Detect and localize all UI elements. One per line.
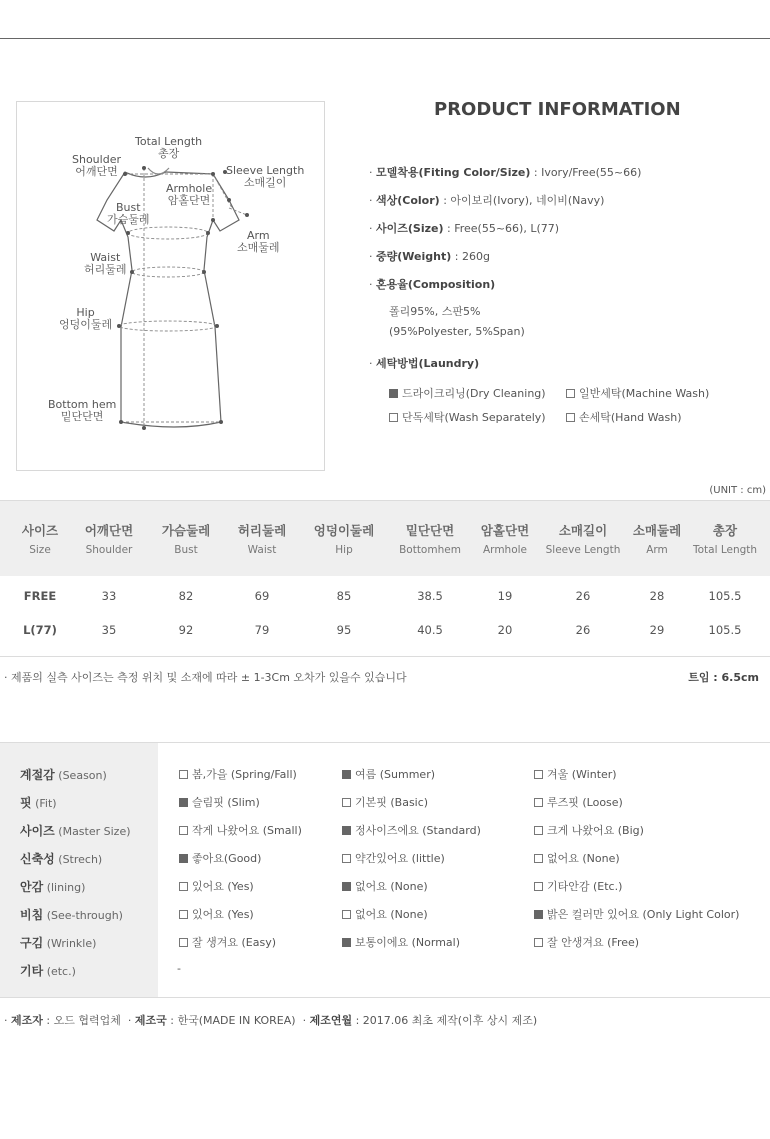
size-table-header-en: Size xyxy=(29,544,51,556)
attribute-label-ko: 신축성 xyxy=(20,852,55,866)
laundry-wash-separately xyxy=(389,409,546,425)
checkbox-empty-icon xyxy=(342,798,351,807)
attribute-label-ko: 기타 xyxy=(20,964,44,978)
bust-ko: 가슴둘레 xyxy=(107,213,150,226)
attribute-label-en: (lining) xyxy=(46,881,86,894)
attribute-option-label: 없어요 (None) xyxy=(355,880,428,893)
attribute-label-ko: 사이즈 xyxy=(20,824,55,838)
attribute-option xyxy=(179,822,302,838)
attribute-label xyxy=(20,878,85,895)
size-note: · 제품의 실측 사이즈는 측정 위치 및 소재에 따라 ± 1-3Cm 오차가 있을수 있습니다 xyxy=(4,671,407,684)
attribute-label-en: (Fit) xyxy=(35,797,57,810)
hip-label xyxy=(59,307,112,331)
total-length-label xyxy=(135,136,202,160)
size-table-cell: 19 xyxy=(497,589,513,603)
size-table-cell: 35 xyxy=(101,623,117,637)
laundry-dry-cleaning xyxy=(389,385,546,401)
hip-en: Hip xyxy=(76,306,95,319)
attribute-label xyxy=(20,850,102,867)
checkbox-empty-icon xyxy=(179,882,188,891)
size-table-header-ko: 암홀단면 xyxy=(480,523,530,538)
size-table-header-ko: 가슴둘레 xyxy=(161,523,211,538)
attribute-option-label: 없어요 (None) xyxy=(355,908,428,921)
armhole-en: Armhole xyxy=(166,182,213,195)
attribute-label xyxy=(20,962,76,979)
size-table-cell: 105.5 xyxy=(708,589,742,603)
attribute-option-label: 보통이에요 (Normal) xyxy=(355,936,461,949)
attribute-option-label: 약간있어요 (little) xyxy=(355,852,445,865)
attribute-option xyxy=(342,822,481,838)
checkbox-empty-icon xyxy=(566,413,575,422)
shoulder-label xyxy=(72,154,121,178)
size-table-header-en: Armhole xyxy=(483,544,527,556)
checkbox-empty-icon xyxy=(179,938,188,947)
size-table-header-en: Sleeve Length xyxy=(545,544,621,556)
color-value: 아이보리(Ivory), 네이비(Navy) xyxy=(450,194,605,207)
attribute-etc-value: - xyxy=(177,962,181,975)
bottom-hem-label xyxy=(48,399,116,423)
size-table-header-en: Waist xyxy=(247,544,277,556)
sleeve-length-label xyxy=(226,165,304,189)
laundry-row: · 세탁방법(Laundry) xyxy=(369,357,480,370)
checkbox-empty-icon xyxy=(179,826,188,835)
attribute-option-label: 없어요 (None) xyxy=(547,852,620,865)
armhole-label xyxy=(166,183,212,207)
size-table-header-en: Bust xyxy=(174,544,198,556)
size-table-header-en: Shoulder xyxy=(85,544,133,556)
attribute-label-en: (Wrinkle) xyxy=(46,937,97,950)
attribute-option xyxy=(342,878,428,894)
attribute-option-label: 작게 나왔어요 (Small) xyxy=(192,824,302,837)
size-table-cell: 92 xyxy=(178,623,194,637)
size-table-bottom-rule xyxy=(0,656,770,657)
manufacturer-info: · 제조자 : 오드 협력업체 · 제조국 : 한국(MADE IN KOREA) · 제조연월 : 2017.06 최초 제작(이후 상시 제조) xyxy=(4,1014,538,1027)
checkbox-empty-icon xyxy=(534,854,543,863)
attribute-option xyxy=(179,906,254,922)
laundry-dry-label: 드라이크리닝(Dry Cleaning) xyxy=(402,387,546,400)
size-value: Free(55~66), L(77) xyxy=(454,222,560,235)
maker-value: 오드 협력업체 xyxy=(53,1014,121,1027)
date-value: 2017.06 최초 제작(이후 상시 제조) xyxy=(362,1014,538,1027)
checkbox-checked-icon xyxy=(342,938,351,947)
waist-ko: 허리둘레 xyxy=(84,263,127,276)
attribute-label xyxy=(20,906,123,923)
size-table-cell: 33 xyxy=(101,589,117,603)
composition-line-2: (95%Polyester, 5%Span) xyxy=(389,325,525,338)
attribute-label-ko: 안감 xyxy=(20,880,44,894)
checkbox-empty-icon xyxy=(179,910,188,919)
attribute-option xyxy=(534,822,644,838)
size-table-header-en: Total Length xyxy=(692,544,758,556)
size-table-header-ko: 사이즈 xyxy=(21,523,59,538)
fitting-key: 모델착용(Fiting Color/Size) xyxy=(376,166,531,179)
checkbox-empty-icon xyxy=(342,854,351,863)
weight-key: 중량(Weight) xyxy=(376,250,452,263)
total-length-ko: 총장 xyxy=(157,147,180,160)
checkbox-empty-icon xyxy=(389,413,398,422)
laundry-separate-label: 단독세탁(Wash Separately) xyxy=(402,411,546,424)
laundry-key: 세탁방법(Laundry) xyxy=(376,357,480,370)
size-table-header-en: Hip xyxy=(335,544,353,556)
laundry-hand-wash xyxy=(566,409,682,425)
checkbox-empty-icon xyxy=(534,938,543,947)
checkbox-checked-icon xyxy=(534,910,543,919)
attribute-option-label: 여름 (Summer) xyxy=(355,768,436,781)
date-key: 제조연월 xyxy=(309,1014,353,1027)
attribute-option xyxy=(342,934,460,950)
attribute-option-label: 있어요 (Yes) xyxy=(192,908,254,921)
attribute-label-en: (Season) xyxy=(58,769,107,782)
fitting-value: Ivory/Free(55~66) xyxy=(541,166,642,179)
attribute-label xyxy=(20,822,131,839)
checkbox-checked-icon xyxy=(342,770,351,779)
total-length-en: Total Length xyxy=(135,135,203,148)
checkbox-empty-icon xyxy=(534,826,543,835)
unit-label: (UNIT : cm) xyxy=(709,485,766,496)
attribute-option xyxy=(342,850,445,866)
size-table-cell: 26 xyxy=(575,623,591,637)
size-table-row-size: FREE xyxy=(23,589,57,603)
size-row: · 사이즈(Size) : Free(55~66), L(77) xyxy=(369,222,560,235)
size-table-cell: 105.5 xyxy=(708,623,742,637)
attribute-option xyxy=(342,906,428,922)
attribute-option-label: 크게 나왔어요 (Big) xyxy=(547,824,644,837)
sleeve-length-en: Sleeve Length xyxy=(226,164,305,177)
armhole-ko: 암홀단면 xyxy=(167,194,211,207)
attribute-option-label: 정사이즈에요 (Standard) xyxy=(355,824,481,837)
product-info-title: PRODUCT INFORMATION xyxy=(434,99,681,120)
attribute-option xyxy=(534,794,623,810)
checkbox-checked-icon xyxy=(342,882,351,891)
attribute-option xyxy=(342,794,428,810)
attribute-option xyxy=(534,766,617,782)
size-table-header-ko: 소매둘레 xyxy=(632,523,682,538)
attribute-label xyxy=(20,934,96,951)
country-key: 제조국 xyxy=(134,1014,167,1027)
color-key: 색상(Color) xyxy=(376,194,440,207)
bottom-hem-en: Bottom hem xyxy=(48,398,117,411)
attribute-option xyxy=(179,850,261,866)
size-table-cell: 38.5 xyxy=(417,589,443,603)
maker-key: 제조자 xyxy=(11,1014,43,1027)
size-table-cell: 29 xyxy=(649,623,665,637)
composition-line-1: 폴리95%, 스판5% xyxy=(389,305,481,318)
shoulder-en: Shoulder xyxy=(72,153,121,166)
attribute-label xyxy=(20,794,57,811)
laundry-machine-wash xyxy=(566,385,709,401)
attribute-option-label: 슬림핏 (Slim) xyxy=(192,796,260,809)
size-table-cell: 85 xyxy=(336,589,352,603)
checkbox-checked-icon xyxy=(389,389,398,398)
attribute-option xyxy=(534,934,639,950)
size-table-cell: 82 xyxy=(178,589,194,603)
waist-label xyxy=(84,252,127,276)
size-table-header-ko: 어깨단면 xyxy=(84,523,134,538)
size-table-header-ko: 허리둘레 xyxy=(237,523,287,538)
size-table-header-en: Arm xyxy=(646,544,668,556)
attribute-option xyxy=(179,794,260,810)
attribute-label-en: (etc.) xyxy=(46,965,76,978)
attribute-option-label: 봄,가을 (Spring/Fall) xyxy=(192,768,297,781)
size-table-row-size: L(77) xyxy=(23,623,57,637)
attribute-option-label: 잘 생겨요 (Easy) xyxy=(192,936,277,949)
composition-key: 혼용율(Composition) xyxy=(376,278,496,291)
attribute-option xyxy=(534,906,739,922)
attribute-option xyxy=(534,850,620,866)
checkbox-checked-icon xyxy=(179,854,188,863)
hip-ko: 엉덩이둘레 xyxy=(59,318,113,331)
size-table-header-ko: 엉덩이둘레 xyxy=(313,523,375,538)
size-table-header-ko: 소매길이 xyxy=(558,523,608,538)
attribute-option xyxy=(342,766,435,782)
weight-value: 260g xyxy=(461,250,490,263)
bust-en: Bust xyxy=(115,201,141,214)
attribute-option xyxy=(534,878,622,894)
attribute-option-label: 루즈핏 (Loose) xyxy=(547,796,623,809)
attribute-option-label: 좋아요(Good) xyxy=(192,852,262,865)
composition-row: · 혼용율(Composition) xyxy=(369,278,496,291)
sleeve-length-ko: 소매길이 xyxy=(243,176,287,189)
laundry-machine-label: 일반세탁(Machine Wash) xyxy=(579,387,710,400)
checkbox-empty-icon xyxy=(179,770,188,779)
bottom-hem-ko: 밑단단면 xyxy=(60,410,104,423)
size-table-header-ko: 총장 xyxy=(712,523,738,538)
arm-en: Arm xyxy=(246,229,270,242)
checkbox-empty-icon xyxy=(566,389,575,398)
color-row: · 색상(Color) : 아이보리(Ivory), 네이비(Navy) xyxy=(369,194,605,207)
size-table-cell: 79 xyxy=(254,623,270,637)
size-table-header-ko: 밑단단면 xyxy=(405,523,455,538)
attributes-bottom-rule xyxy=(0,997,770,998)
attribute-option xyxy=(179,878,254,894)
attribute-label-ko: 구김 xyxy=(20,936,44,950)
size-key: 사이즈(Size) xyxy=(376,222,444,235)
attribute-label-ko: 비침 xyxy=(20,908,44,922)
arm-label xyxy=(237,230,280,254)
laundry-hand-label: 손세탁(Hand Wash) xyxy=(579,411,682,424)
checkbox-empty-icon xyxy=(534,798,543,807)
checkbox-empty-icon xyxy=(342,910,351,919)
attribute-option-label: 기본핏 (Basic) xyxy=(355,796,429,809)
attribute-label-ko: 계절감 xyxy=(20,768,55,782)
attribute-option-label: 밝은 컬러만 있어요 (Only Light Color) xyxy=(547,908,740,921)
shoulder-ko: 어깨단면 xyxy=(75,165,118,178)
size-table-cell: 26 xyxy=(575,589,591,603)
size-table-cell: 20 xyxy=(497,623,513,637)
attribute-option xyxy=(179,766,297,782)
fitting-row: · 모델착용(Fiting Color/Size) : Ivory/Free(55~66) xyxy=(369,166,642,179)
attribute-option xyxy=(179,934,276,950)
attribute-label-en: (Strech) xyxy=(58,853,103,866)
attribute-option-label: 기타안감 (Etc.) xyxy=(547,880,623,893)
bust-label xyxy=(107,202,150,226)
size-table-cell: 40.5 xyxy=(417,623,443,637)
checkbox-empty-icon xyxy=(534,882,543,891)
size-table-header-en: Bottomhem xyxy=(399,544,461,556)
measurement-diagram xyxy=(16,101,325,471)
attribute-label-en: (Master Size) xyxy=(58,825,131,838)
attribute-option-label: 잘 안생겨요 (Free) xyxy=(547,936,640,949)
country-value: 한국(MADE IN KOREA) xyxy=(177,1014,296,1027)
top-divider xyxy=(0,38,770,39)
attribute-label-en: (See-through) xyxy=(46,909,123,922)
waist-en: Waist xyxy=(90,251,121,264)
size-table-cell: 95 xyxy=(336,623,352,637)
attribute-option-label: 있어요 (Yes) xyxy=(192,880,254,893)
checkbox-empty-icon xyxy=(534,770,543,779)
checkbox-checked-icon xyxy=(179,798,188,807)
checkbox-checked-icon xyxy=(342,826,351,835)
size-table-cell: 28 xyxy=(649,589,665,603)
attribute-option-label: 겨울 (Winter) xyxy=(547,768,617,781)
slit-info: 트임 : 6.5cm xyxy=(688,671,759,684)
size-table-cell: 69 xyxy=(254,589,270,603)
attribute-label-ko: 핏 xyxy=(20,796,32,810)
arm-ko: 소매둘레 xyxy=(237,241,280,254)
weight-row: · 중량(Weight) : 260g xyxy=(369,250,490,263)
attribute-label xyxy=(20,766,107,783)
